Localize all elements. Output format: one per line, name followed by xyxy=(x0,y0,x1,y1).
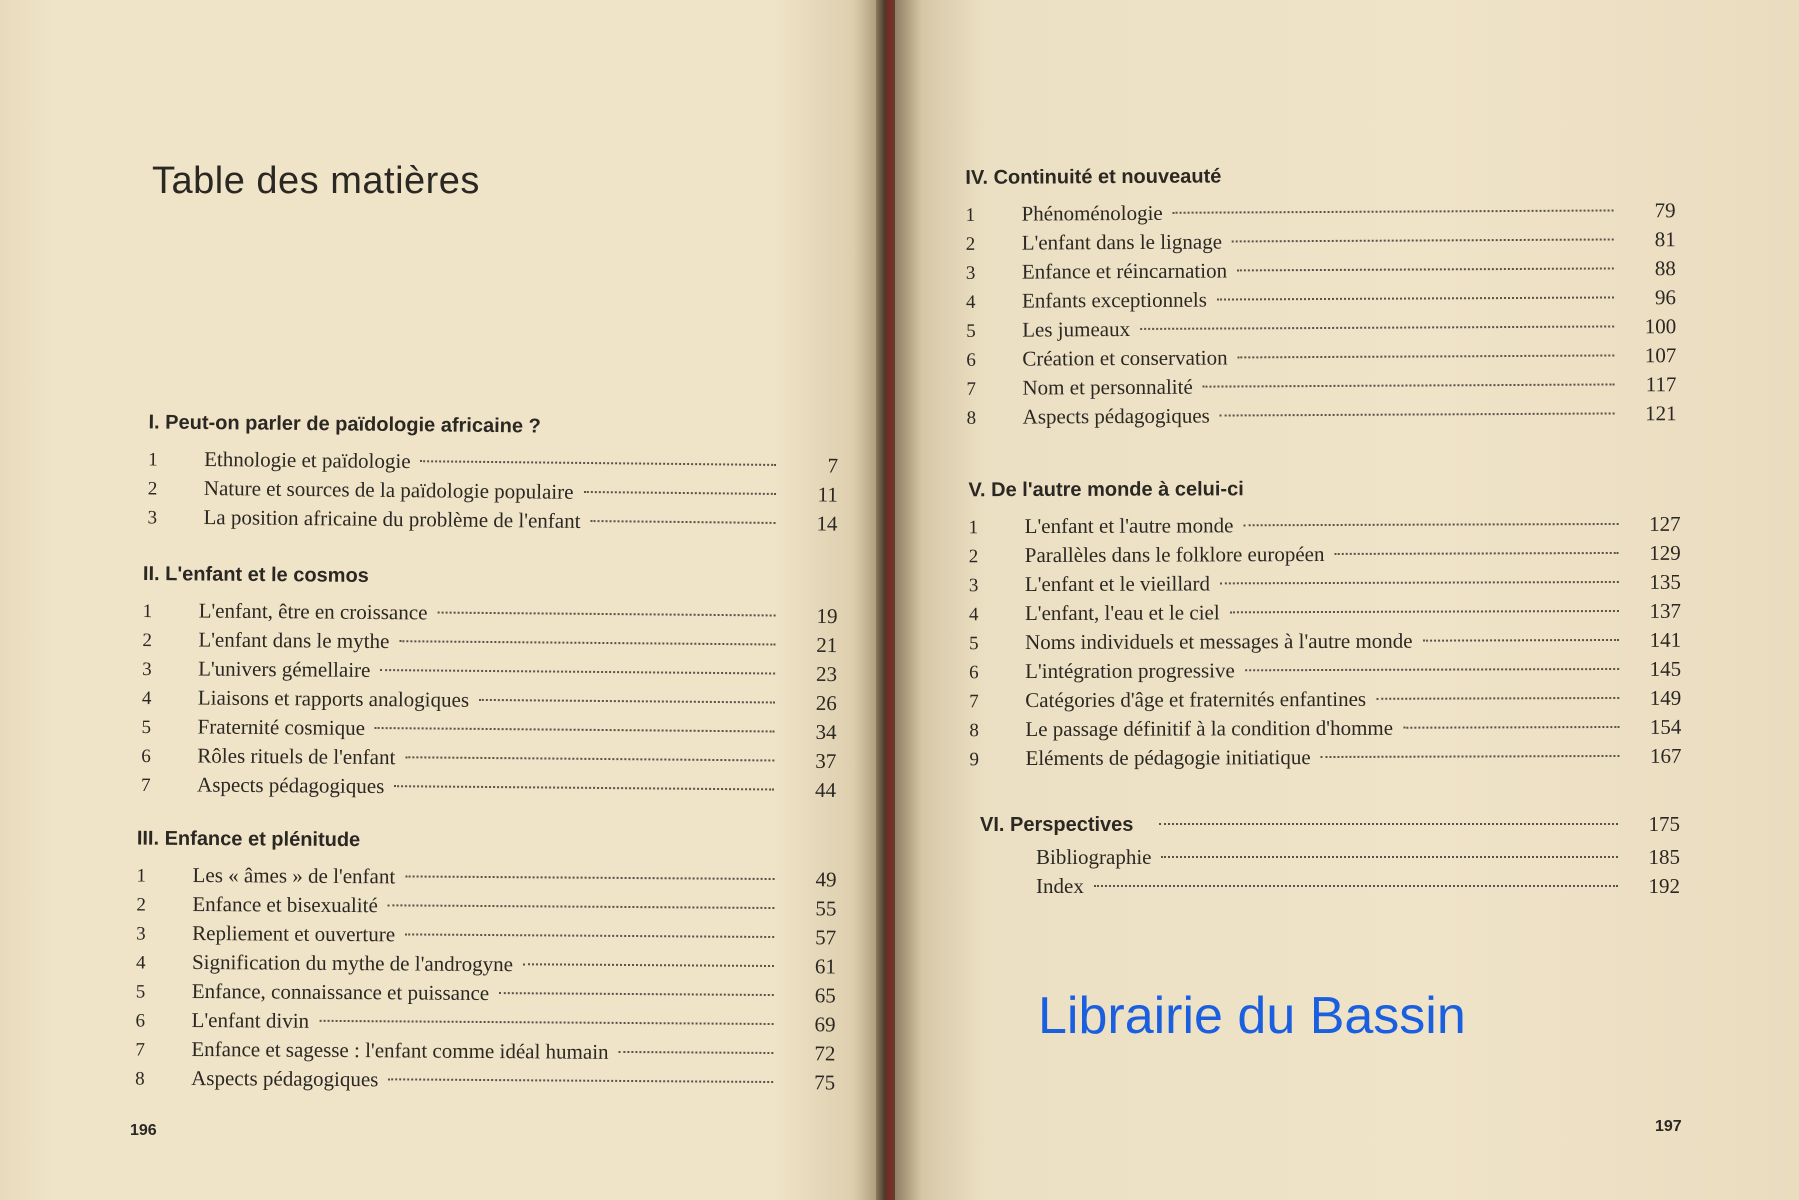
dot-leader xyxy=(1161,856,1618,858)
entry-label: Enfance et bisexualité xyxy=(192,891,378,918)
dot-leader xyxy=(405,756,774,761)
entry-page: 79 xyxy=(1654,198,1676,223)
toc-entry xyxy=(969,655,1681,686)
dot-leader xyxy=(1203,383,1615,387)
dot-leader xyxy=(375,727,775,732)
entry-page: 37 xyxy=(815,748,837,774)
dot-leader xyxy=(523,963,774,967)
toc-entry xyxy=(966,312,1676,345)
dot-leader xyxy=(1094,885,1618,887)
dot-leader xyxy=(405,875,774,880)
dot-leader xyxy=(380,669,775,674)
entry-page: 127 xyxy=(1649,511,1681,536)
entry-label: Enfance et réincarnation xyxy=(1021,258,1228,284)
entry-number: 1 xyxy=(965,204,976,226)
entry-label: Les jumeaux xyxy=(1022,317,1131,342)
entry-page: 154 xyxy=(1649,714,1682,739)
dot-leader xyxy=(1220,412,1615,416)
toc-entry xyxy=(967,399,1677,432)
entry-label: L'enfant, être en croissance xyxy=(198,598,428,625)
entry-page: 88 xyxy=(1654,256,1676,281)
dot-leader xyxy=(499,992,774,996)
entry-number: 7 xyxy=(966,378,977,400)
entry-page: 135 xyxy=(1649,569,1681,594)
dot-leader xyxy=(1334,552,1618,555)
entry-page: 141 xyxy=(1649,627,1682,652)
dot-leader xyxy=(1403,726,1619,729)
entry-page: 75 xyxy=(814,1070,836,1095)
entry-label: L'enfant divin xyxy=(191,1007,310,1033)
entry-number: 4 xyxy=(965,291,976,313)
section-heading: VI. Perspectives xyxy=(980,814,1134,836)
entry-page: 107 xyxy=(1644,343,1677,368)
entry-label: Création et conservation xyxy=(1022,345,1228,371)
entry-number: 5 xyxy=(969,633,979,655)
entry-page: 14 xyxy=(816,511,838,536)
entry-label: Enfants exceptionnels xyxy=(1021,287,1207,313)
entry-label: Liaisons et rapports analogiques xyxy=(197,685,470,712)
toc-entry xyxy=(969,626,1681,657)
toc-section-6 xyxy=(980,812,1680,901)
entry-page: 49 xyxy=(815,867,837,892)
dot-leader xyxy=(1220,581,1619,584)
entry-number: 7 xyxy=(135,1039,145,1061)
dot-leader xyxy=(421,460,777,466)
entry-number: 5 xyxy=(966,320,976,342)
entry-page: 11 xyxy=(817,482,838,507)
page-number: 196 xyxy=(130,1122,157,1139)
entry-number: 3 xyxy=(136,923,146,945)
entry-label: Index xyxy=(1036,874,1084,898)
entry-number: 1 xyxy=(968,517,979,539)
entry-label: Nom et personnalité xyxy=(1022,374,1193,400)
entry-number: 7 xyxy=(141,774,151,797)
entry-number: 2 xyxy=(965,233,976,255)
entry-label: Aspects pédagogiques xyxy=(1022,403,1210,429)
entry-page: 96 xyxy=(1654,285,1677,310)
dot-leader xyxy=(1243,523,1618,526)
entry-label: Nature et sources de la païdologie populaire xyxy=(203,475,574,504)
entry-label: Enfance, connaissance et puissance xyxy=(191,978,490,1006)
dot-leader xyxy=(1237,267,1614,271)
entry-page: 21 xyxy=(816,632,838,658)
section-heading: III. Enfance et plénitude xyxy=(136,827,361,852)
entry-number: 2 xyxy=(968,546,979,568)
dot-leader xyxy=(319,1020,774,1025)
toc-entry xyxy=(966,283,1676,316)
section-heading: IV. Continuité et nouveauté xyxy=(965,165,1222,189)
entry-label: L'enfant dans le mythe xyxy=(198,627,390,654)
dot-leader xyxy=(405,933,774,938)
entry-label: Repliement et ouverture xyxy=(192,920,396,947)
entry-label: Le passage définitif à la condition d'homme xyxy=(1025,715,1394,742)
entry-label: Signification du mythe de l'androgyne xyxy=(191,949,514,977)
dot-leader xyxy=(394,785,774,790)
entry-page: 72 xyxy=(814,1041,836,1066)
toc-section-3 xyxy=(135,828,837,1098)
dot-leader xyxy=(1238,354,1615,358)
dot-leader xyxy=(1140,325,1614,329)
entry-page: 7 xyxy=(827,453,839,478)
entry-page: 149 xyxy=(1649,685,1682,710)
entry-label: Noms individuels et messages à l'autre monde xyxy=(1025,628,1413,655)
dot-leader xyxy=(1245,668,1619,671)
toc-entry xyxy=(969,597,1681,628)
dot-leader xyxy=(1423,639,1619,642)
entry-number: 1 xyxy=(142,600,153,623)
entry-page: 19 xyxy=(816,603,838,629)
section-heading: V. De l'autre monde à celui-ci xyxy=(968,478,1244,502)
entry-page: 57 xyxy=(815,925,837,950)
dot-leader xyxy=(1230,610,1619,613)
entry-label: Enfance et sagesse : l'enfant comme idéal humain xyxy=(191,1036,609,1064)
entry-page: 65 xyxy=(814,983,836,1008)
dot-leader xyxy=(1173,209,1614,213)
toc-entry xyxy=(147,502,837,538)
entry-label: Aspects pédagogiques xyxy=(197,772,385,799)
entry-number: 2 xyxy=(142,629,152,652)
entry-label: Rôles rituels de l'enfant xyxy=(197,743,396,770)
toc-entry xyxy=(969,568,1681,599)
dot-leader xyxy=(619,1051,774,1054)
entry-number: 3 xyxy=(142,658,152,681)
dot-leader xyxy=(399,640,775,645)
dot-leader xyxy=(1159,823,1618,825)
entry-number: 3 xyxy=(968,575,979,597)
entry-label: Ethnologie et païdologie xyxy=(204,446,411,474)
entry-label: Eléments de pédagogie initiatique xyxy=(1025,745,1311,771)
entry-label: Catégories d'âge et fraternités enfantines xyxy=(1025,686,1367,713)
entry-number: 8 xyxy=(966,407,977,429)
entry-page: 185 xyxy=(1648,845,1680,869)
toc-entry xyxy=(969,510,1681,541)
page-title: Table des matières xyxy=(152,160,480,202)
left-page xyxy=(0,0,880,1200)
entry-page: 61 xyxy=(814,954,837,979)
entry-number: 7 xyxy=(969,691,979,713)
entry-page: 26 xyxy=(815,690,837,716)
dot-leader xyxy=(388,904,775,909)
entry-label: La position africaine du problème de l'enfant xyxy=(203,504,581,533)
entry-label: L'enfant, l'eau et le ciel xyxy=(1024,600,1220,626)
dot-leader xyxy=(1232,238,1614,242)
dot-leader xyxy=(437,612,775,617)
toc-entry xyxy=(969,742,1681,773)
dot-leader xyxy=(1217,296,1614,300)
toc-entry xyxy=(980,843,1680,872)
entry-number: 9 xyxy=(969,749,980,771)
entry-page: 192 xyxy=(1648,874,1680,898)
entry-number: 8 xyxy=(135,1068,145,1090)
toc-section-1 xyxy=(147,411,838,538)
dot-leader xyxy=(479,699,775,704)
entry-page: 81 xyxy=(1654,227,1676,252)
entry-number: 5 xyxy=(135,981,146,1003)
toc-entry xyxy=(980,872,1680,901)
section-heading: II. L'enfant et le cosmos xyxy=(142,562,369,587)
page-number: 197 xyxy=(1655,1118,1682,1135)
entry-number: 3 xyxy=(147,507,158,529)
toc-entry xyxy=(966,225,1676,258)
entry-number: 6 xyxy=(141,745,151,768)
toc-entry xyxy=(966,341,1676,374)
entry-number: 5 xyxy=(141,716,152,739)
entry-page: 117 xyxy=(1645,372,1677,397)
dot-leader xyxy=(1321,755,1620,758)
entry-label: L'intégration progressive xyxy=(1025,658,1235,684)
toc-entry xyxy=(966,370,1676,403)
entry-number: 6 xyxy=(135,1010,146,1032)
entry-number: 1 xyxy=(148,449,158,471)
toc-entry xyxy=(969,539,1681,570)
entry-page: 167 xyxy=(1649,743,1682,768)
entry-page: 137 xyxy=(1649,598,1681,623)
entry-number: 2 xyxy=(136,894,146,916)
entry-label: Phénoménologie xyxy=(1021,200,1163,226)
entry-label: Aspects pédagogiques xyxy=(191,1065,379,1092)
entry-page: 129 xyxy=(1649,540,1681,565)
toc-section-4 xyxy=(965,163,1676,432)
dot-leader xyxy=(590,520,775,524)
entry-number: 4 xyxy=(141,687,152,710)
toc-entry xyxy=(969,684,1681,715)
entry-number: 6 xyxy=(966,349,976,371)
entry-page: 175 xyxy=(1648,812,1680,836)
entry-number: 1 xyxy=(136,865,147,887)
entry-page: 145 xyxy=(1649,656,1682,681)
entry-page: 34 xyxy=(815,719,837,745)
toc-entry xyxy=(969,713,1681,744)
toc-section-2 xyxy=(141,563,838,805)
entry-number: 8 xyxy=(969,720,979,742)
dot-leader xyxy=(1376,697,1619,700)
entry-label: Les « âmes » de l'enfant xyxy=(192,862,396,889)
entry-page: 69 xyxy=(814,1012,836,1037)
entry-page: 44 xyxy=(814,777,837,803)
toc-entry xyxy=(966,254,1676,287)
entry-label: Bibliographie xyxy=(1036,845,1152,869)
entry-label: Fraternité cosmique xyxy=(197,714,366,740)
entry-label: L'enfant dans le lignage xyxy=(1021,229,1223,255)
entry-number: 4 xyxy=(968,604,979,626)
entry-number: 4 xyxy=(135,952,146,974)
entry-label: L'enfant et le vieillard xyxy=(1024,571,1211,597)
watermark-text: Librairie du Bassin xyxy=(1038,987,1466,1045)
section-heading: I. Peut-on parler de païdologie africaine ? xyxy=(148,411,541,438)
entry-page: 100 xyxy=(1644,314,1677,339)
toc-entry xyxy=(965,196,1675,229)
entry-number: 3 xyxy=(965,262,976,284)
toc-entry xyxy=(135,1064,835,1098)
dot-leader xyxy=(388,1078,773,1083)
toc-entry xyxy=(141,770,836,805)
entry-label: Parallèles dans le folklore européen xyxy=(1024,542,1325,568)
entry-page: 23 xyxy=(815,661,838,687)
dot-leader xyxy=(584,491,776,495)
entry-label: L'enfant et l'autre monde xyxy=(1024,513,1234,539)
entry-number: 2 xyxy=(147,478,158,500)
entry-page: 121 xyxy=(1645,401,1677,426)
entry-label: L'univers gémellaire xyxy=(198,656,371,682)
section-heading-row xyxy=(980,812,1680,837)
entry-page: 55 xyxy=(815,896,837,921)
toc-section-5 xyxy=(968,477,1681,773)
entry-number: 6 xyxy=(969,662,979,684)
